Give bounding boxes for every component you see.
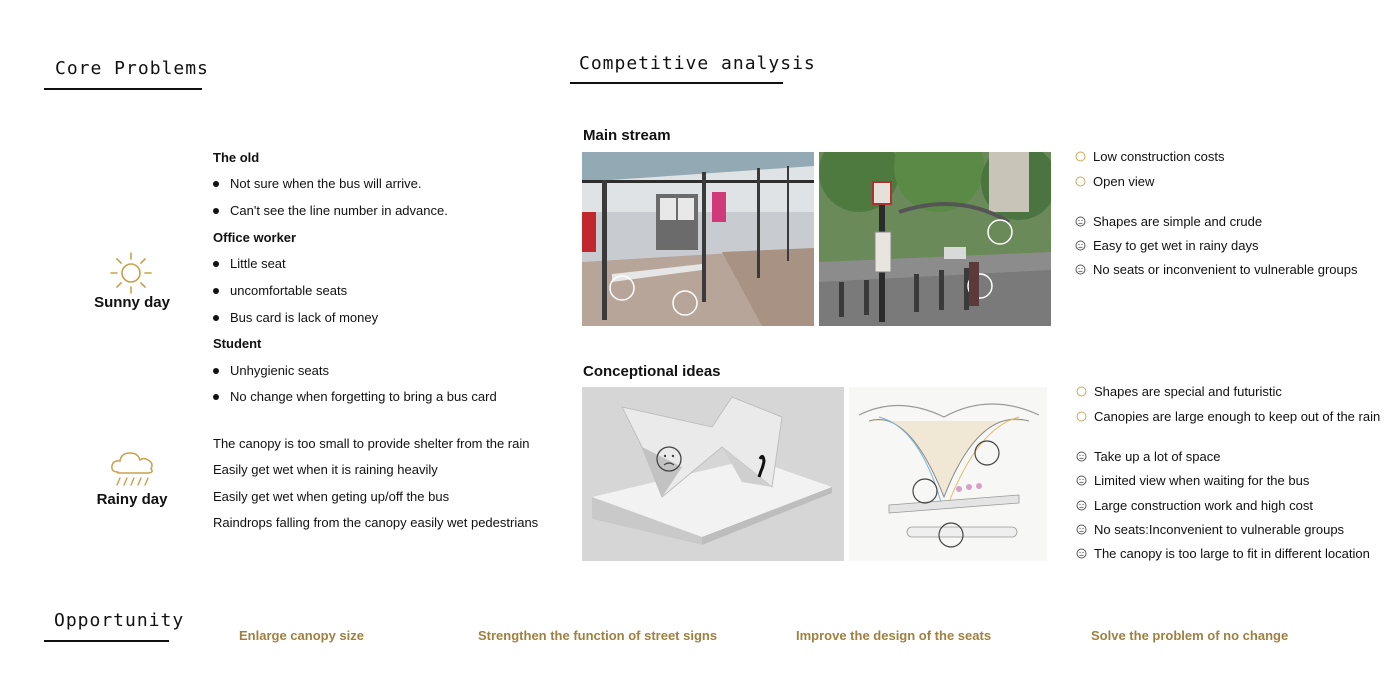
sad-face-icon (1076, 500, 1087, 511)
bullet-icon (213, 181, 219, 187)
list-item-text: uncomfortable seats (230, 283, 348, 298)
list-item (213, 176, 421, 191)
opportunity-item: Improve the design of the seats (796, 628, 992, 643)
con-item (1075, 262, 1358, 277)
rainy-item: Easily get wet when it is raining heavily (213, 462, 438, 477)
pro-item (1076, 409, 1380, 424)
sad-face-icon (1075, 216, 1086, 227)
rain-cloud-icon (108, 448, 156, 495)
rainy-day-label: Rainy day (96, 491, 168, 508)
con-item (1076, 498, 1313, 513)
opportunity-item: Enlarge canopy size (239, 628, 364, 643)
pro-item (1075, 149, 1225, 164)
opportunity-title: Opportunity (54, 610, 185, 631)
sad-face-icon (1076, 548, 1087, 559)
bullet-icon (213, 208, 219, 214)
core-problems-underline (44, 88, 202, 90)
sad-face-icon (1076, 475, 1087, 486)
list-item (213, 363, 329, 378)
con-item (1075, 238, 1258, 253)
con-item (1076, 546, 1370, 561)
bus-shelter-photo-1 (582, 152, 814, 326)
group-head-student: Student (213, 336, 262, 351)
con-item-text: Large construction work and high cost (1094, 498, 1313, 513)
conceptional-ideas-heading: Conceptional ideas (583, 363, 721, 380)
sad-face-icon (1075, 240, 1086, 251)
con-item (1076, 522, 1344, 537)
group-head-old: The old (213, 150, 260, 165)
opportunity-item: Solve the problem of no change (1091, 628, 1289, 643)
con-item-text: No seats:Inconvenient to vulnerable groups (1094, 522, 1345, 537)
circle-icon (1076, 386, 1087, 397)
rainy-item: Raindrops falling from the canopy easily wet pedestrians (213, 515, 539, 530)
con-item-text: Take up a lot of space (1094, 449, 1221, 464)
con-item-text: The canopy is too large to fit in different location (1094, 546, 1370, 561)
core-problems-title: Core Problems (55, 58, 209, 79)
pro-item (1075, 174, 1154, 189)
competitive-analysis-underline (570, 82, 783, 84)
circle-icon (1075, 151, 1086, 162)
sunny-day-label: Sunny day (94, 294, 170, 311)
bullet-icon (213, 368, 219, 374)
circle-icon (1076, 411, 1087, 422)
bullet-icon (213, 315, 219, 321)
rainy-item: Easily get wet when geting up/off the bus (213, 489, 450, 504)
con-item-text: No seats or inconvenient to vulnerable groups (1093, 262, 1358, 277)
opportunity-underline (44, 640, 169, 642)
pro-item-text: Shapes are special and futuristic (1094, 384, 1282, 399)
list-item-text: Unhygienic seats (230, 363, 329, 378)
sad-face-icon (1075, 264, 1086, 275)
bullet-icon (213, 288, 219, 294)
pro-item-text: Low construction costs (1093, 149, 1225, 164)
circle-icon (1075, 176, 1086, 187)
main-stream-heading: Main stream (583, 127, 671, 144)
list-item-text: Little seat (230, 256, 286, 271)
sad-face-icon (1076, 451, 1087, 462)
list-item (213, 310, 378, 325)
list-item (213, 203, 448, 218)
bullet-icon (213, 261, 219, 267)
concept-render-2 (849, 387, 1047, 561)
con-item-text: Shapes are simple and crude (1093, 214, 1263, 229)
group-head-office-worker: Office worker (213, 230, 297, 245)
con-item (1075, 214, 1262, 229)
list-item-text: Bus card is lack of money (230, 310, 379, 325)
list-item-text: Not sure when the bus will arrive. (230, 176, 422, 191)
rainy-item: The canopy is too small to provide shelter from the rain (213, 436, 530, 451)
list-item (213, 389, 497, 404)
competitive-analysis-title: Competitive analysis (579, 53, 816, 74)
bus-shelter-photo-2 (819, 152, 1051, 326)
opportunity-item: Strengthen the function of street signs (478, 628, 718, 643)
concept-render-1 (582, 387, 844, 561)
list-item (213, 283, 347, 298)
list-item-text: Can't see the line number in advance. (230, 203, 448, 218)
pro-item-text: Canopies are large enough to keep out of the rain (1094, 409, 1381, 424)
con-item (1076, 449, 1220, 464)
pro-item-text: Open view (1093, 174, 1155, 189)
list-item (213, 256, 286, 271)
pro-item (1076, 384, 1282, 399)
con-item-text: Limited view when waiting for the bus (1094, 473, 1310, 488)
list-item-text: No change when forgetting to bring a bus card (230, 389, 497, 404)
con-item-text: Easy to get wet in rainy days (1093, 238, 1259, 253)
bullet-icon (213, 394, 219, 400)
sad-face-icon (1076, 524, 1087, 535)
con-item (1076, 473, 1309, 488)
